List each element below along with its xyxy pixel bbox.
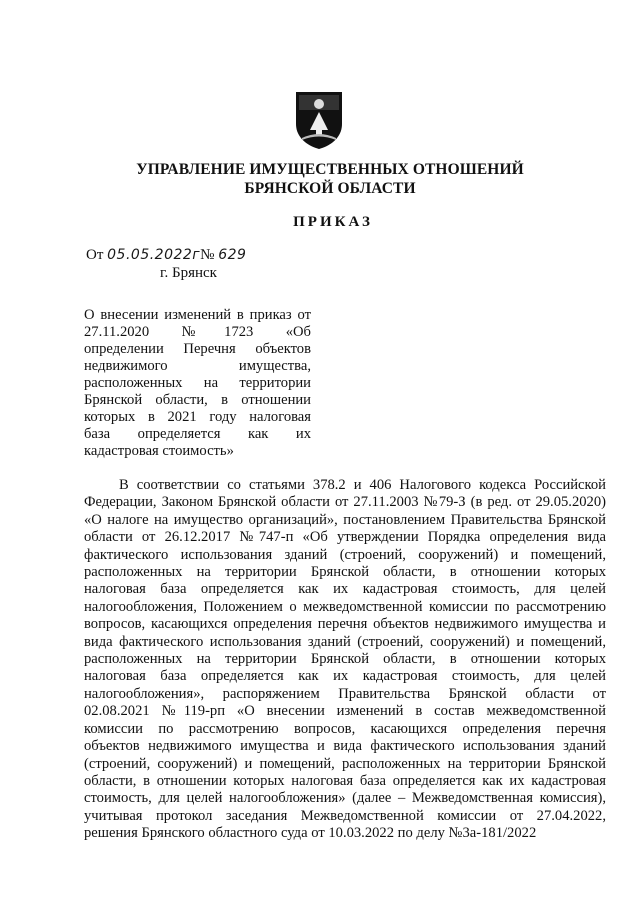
org-line-1: УПРАВЛЕНИЕ ИМУЩЕСТВЕННЫХ ОТНОШЕНИЙ xyxy=(136,161,524,178)
body-line: налоговая база определяется как их кадастровая стоимость, для целей xyxy=(84,668,606,685)
org-line-2: БРЯНСКОЙ ОБЛАСТИ xyxy=(244,180,416,197)
body-line: области, в отношении которых налоговая база определяется как их кадастровая xyxy=(84,772,606,789)
body-line: налогообложения, Положением о межведомственной комиссии по рассмотрению xyxy=(84,598,606,615)
body-line: области от 26.12.2017 №747-п «Об утверждении Порядка определения вида xyxy=(84,529,606,546)
body-line: решения Брянского областного суда от 10.03.2022 по делу №3а-181/2022 xyxy=(84,825,537,842)
document-type-title: ПРИКАЗ xyxy=(293,214,373,230)
body-line: В соответствии со статьями 378.2 и 406 Налогового кодекса Российской xyxy=(119,477,606,493)
order-body xyxy=(84,477,606,843)
body-line: стоимость, для целей налогообложения» (далее – Межведомственная комиссия), xyxy=(84,790,606,807)
body-line: расположенных на территории Брянской области, в отношении которых xyxy=(84,564,606,581)
body-line: Федерации, Законом Брянской области от 27.11.2003 №79-З (в ред. от 29.05.2020) xyxy=(84,494,606,511)
body-line: налоговая база определяется как их кадастровая стоимость, для целей xyxy=(84,581,606,598)
subject-line: О внесении изменений в приказ от xyxy=(84,307,311,323)
subject-line: которых в 2021 году налоговая xyxy=(84,409,311,425)
body-line: расположенных на территории Брянской области, в отношении которых xyxy=(84,651,606,668)
order-subject xyxy=(84,307,311,460)
body-line: учитывая протокол заседания Межведомственной комиссии от 27.04.2022, xyxy=(84,807,606,824)
body-line: вопросов, касающихся определения перечня объектов недвижимого имущества и xyxy=(84,616,606,633)
handwritten-number: 629 xyxy=(218,247,247,263)
body-line: объектов недвижимого имущества и вида фактического использования зданий xyxy=(84,738,606,755)
subject-line: Брянской области, в отношении xyxy=(84,392,311,408)
subject-line: кадастровая стоимость» xyxy=(84,443,234,459)
date-prefix: От xyxy=(86,247,104,263)
body-line: (строений, сооружений) и помещений, расположенных на территории Брянской xyxy=(84,755,606,772)
handwritten-date: 05.05.2022г xyxy=(107,247,201,263)
subject-line: недвижимого имущества, xyxy=(84,358,311,374)
city-label: г. Брянск xyxy=(160,265,217,281)
subject-line: база определяется как их xyxy=(84,426,311,442)
organization-name xyxy=(0,160,640,198)
number-prefix: № xyxy=(200,247,215,263)
body-line: 02.08.2021 №119-рп «О внесении изменений в состав межведомственной xyxy=(84,703,606,720)
date-number-line xyxy=(86,247,246,264)
body-line: комиссии по рассмотрению вопросов, касающихся определения перечня xyxy=(84,720,606,737)
body-line: «О налоге на имущество организаций», постановлением Правительства Брянской xyxy=(84,511,606,528)
subject-line: определении Перечня объектов xyxy=(84,341,311,357)
subject-line: 27.11.2020 №1723 «Об xyxy=(84,324,311,340)
body-line: фактического использования зданий (строений, сооружений) и помещений, xyxy=(84,546,606,563)
body-line: вида фактического использования зданий (строений, сооружений) и помещений, xyxy=(84,633,606,650)
subject-line: расположенных на территории xyxy=(84,375,311,391)
body-line: налогообложения», распоряжением Правительства Брянской области от xyxy=(84,685,606,702)
coat-of-arms-icon xyxy=(294,90,344,150)
